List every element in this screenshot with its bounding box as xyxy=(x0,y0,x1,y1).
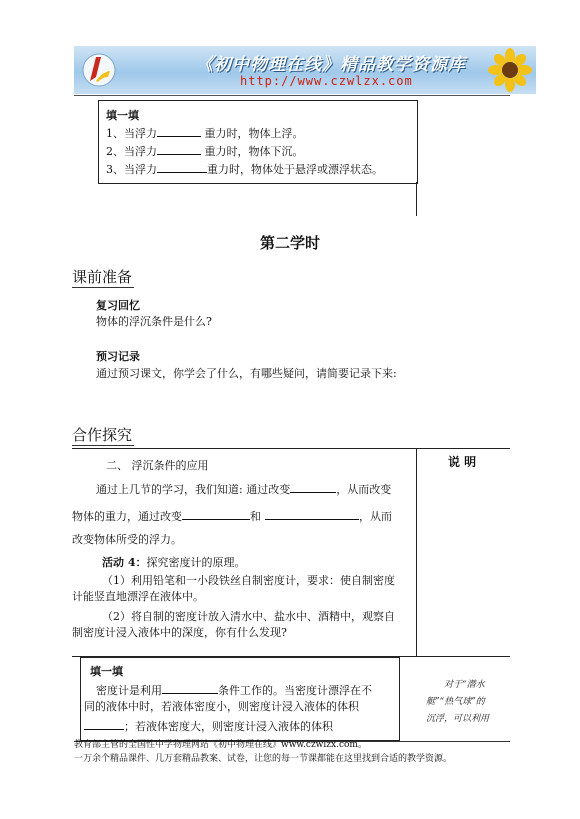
line-text: 重力时，物体下沉。 xyxy=(204,145,304,158)
fill-in-1-line-2 xyxy=(106,142,304,160)
section-explore-title: 合作探究 xyxy=(72,426,133,444)
site-banner xyxy=(74,46,536,94)
banner-url[interactable]: http://www.czwlzx.com xyxy=(240,74,413,88)
blank[interactable] xyxy=(182,507,250,520)
section-underline xyxy=(72,445,134,446)
intro-line-3: 改变物体所受的浮力。 xyxy=(72,533,182,546)
line-text: 2、当浮力 xyxy=(106,145,157,158)
step-1-line-a: （1）利用铅笔和一小段铁丝自制密度计，要求：使自制密度 xyxy=(102,574,395,587)
site-logo-icon xyxy=(82,51,116,89)
activity-label: 活动 4： xyxy=(102,556,147,569)
blank[interactable] xyxy=(84,717,124,730)
intro-line-2 xyxy=(72,505,392,528)
side-note-line-1: 对于“潜水 xyxy=(444,680,485,690)
fill-in-1-line-1 xyxy=(106,124,304,142)
step-2-line-a: （2）将自制的密度计放入清水中、盐水中、酒精中，观察自 xyxy=(102,610,395,623)
intro-text: 和 xyxy=(250,510,261,523)
fill-in-1-line-3 xyxy=(106,160,383,178)
line-text: ；若液体密度大，则密度计浸入液体的体积 xyxy=(124,720,333,733)
fill-in-1-heading: 填一填 xyxy=(106,109,139,122)
line-text: 重力时，物体上浮。 xyxy=(204,127,304,140)
preview-text: 通过预习课文，你学会了什么，有哪些疑问，请简要记录下来: xyxy=(96,367,397,380)
intro-text: ，从而改变 xyxy=(336,483,392,496)
blank[interactable] xyxy=(157,124,201,137)
fill-in-2-line-2: 同的液体中时，若液体密度小，则密度计浸入液体的体积 xyxy=(84,700,359,713)
side-note-line-3: 沉浮，可以利用 xyxy=(426,714,490,724)
activity-heading xyxy=(102,555,245,571)
intro-text: ，从而 xyxy=(359,510,392,523)
fill-in-2-heading: 填一填 xyxy=(90,665,123,678)
activity-title: 探究密度计的原理。 xyxy=(146,556,246,569)
table-top-rule xyxy=(72,448,510,449)
column-divider xyxy=(416,448,417,656)
banner-title: 《初中物理在线》精品教学资源库 xyxy=(196,55,466,75)
blank[interactable] xyxy=(265,507,359,520)
blank[interactable] xyxy=(290,480,336,493)
line-text: 3、当浮力 xyxy=(106,163,157,176)
footer-line-2: 一万余个精品课件、几万套精品教案、试卷，让您的每一节课都能在这里找到合适的教学资源。 xyxy=(74,754,453,764)
section-underline xyxy=(72,287,134,288)
intro-line-1 xyxy=(96,478,391,501)
subsection-title: 二、 浮沉条件的应用 xyxy=(106,459,209,472)
review-question: 物体的浮沉条件是什么? xyxy=(96,315,212,328)
preview-label: 预习记录 xyxy=(96,350,140,363)
fill-in-2-line-1 xyxy=(96,681,372,699)
blank[interactable] xyxy=(162,681,218,694)
intro-text: 物体的重力，通过改变 xyxy=(72,510,182,523)
side-note-line-2: 艇”“热气球”的 xyxy=(426,697,485,707)
sunflower-icon xyxy=(488,48,532,92)
section-prep-title: 课前准备 xyxy=(72,268,133,286)
footer-line-1: 教育部主管的全国性中学物理网站《初中物理在线》www.czwlzx.com。 xyxy=(74,740,367,750)
step-1-line-b: 计能竖直地漂浮在液体中。 xyxy=(72,590,204,603)
blank[interactable] xyxy=(157,142,201,155)
line-text: 条件工作的。当密度计漂浮在不 xyxy=(218,684,372,697)
banner-underline xyxy=(74,95,510,96)
review-label: 复习回忆 xyxy=(96,299,140,312)
line-text: 重力时，物体处于悬浮或漂浮状态。 xyxy=(207,163,383,176)
line-text: 1、当浮力 xyxy=(106,127,157,140)
line-text: 密度计是利用 xyxy=(96,684,162,697)
step-2-line-b: 制密度计浸入液体中的深度，你有什么发现? xyxy=(72,626,287,639)
side-heading: 说 明 xyxy=(448,455,477,469)
intro-text: 通过上几节的学习，我们知道: 通过改变 xyxy=(96,483,291,496)
blank[interactable] xyxy=(157,160,207,173)
fill-in-2-line-3 xyxy=(84,717,333,735)
lesson-heading: 第二学时 xyxy=(259,234,320,252)
column-divider xyxy=(416,182,417,216)
